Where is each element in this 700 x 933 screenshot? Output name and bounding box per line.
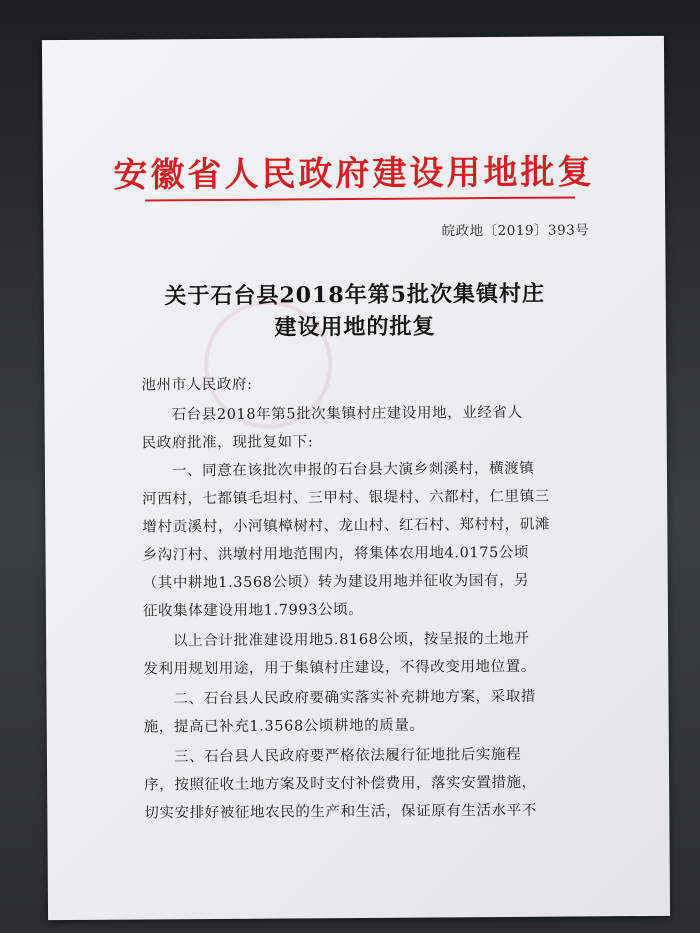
body-line: 民政府批准，现批复如下: (141, 434, 314, 452)
body-line: （其中耕地1.3568公顷）转为建设用地并征收为国有，另 (142, 572, 530, 592)
body-line: 一、同意在该批次申报的石台县大演乡剡溪村，横渡镇 (171, 460, 535, 480)
body-line: 序，按照征收土地方案及时支付补偿费用，落实安置措施， (144, 774, 537, 794)
body-line: 征收集体建设用地1.7993公顷。 (142, 601, 364, 620)
body-line: 切实安排好被征地农民的生产和生活，保证原有生活水平不 (144, 802, 537, 822)
body-line: 二、石台县人民政府要确实落实补充耕地方案，采取措 (173, 688, 536, 708)
body-line: 河西村，七都镇毛坦村、三甲村、银堤村、六都村，仁里镇三 (142, 488, 550, 508)
body-line: 以上合计批准建设用地5.8168公顷，按呈报的土地开 (173, 630, 530, 650)
header-title: 安徽省人民政府建设用地批复 (113, 152, 595, 196)
document-page (42, 36, 670, 920)
body-line: 石台县2018年第5批次集镇村庄建设用地，业经省人 (171, 404, 523, 424)
document-number: 皖政地〔2019〕393号 (441, 222, 590, 240)
document-title-line-2: 建设用地的批复 (274, 313, 436, 341)
body-line: 三、石台县人民政府要严格依法履行征地批后实施程 (173, 746, 522, 766)
header-red-rule (145, 196, 575, 201)
body-line: 发利用规划用途，用于集镇村庄建设，不得改变用地位置。 (143, 658, 536, 678)
body-line: 增村贡溪村，小河镇樟树村、龙山村、红石村、郑村村，矶滩 (142, 516, 551, 536)
document-title-line-1: 关于石台县2018年第5批次集镇村庄 (164, 280, 546, 310)
body-line: 乡沟汀村、洪墩村用地范围内，将集体农用地4.0175公顷 (142, 544, 530, 564)
salutation: 池州市人民政府: (141, 376, 253, 394)
body-line: 施，提高已补充1.3568公顷耕地的质量。 (143, 717, 425, 736)
